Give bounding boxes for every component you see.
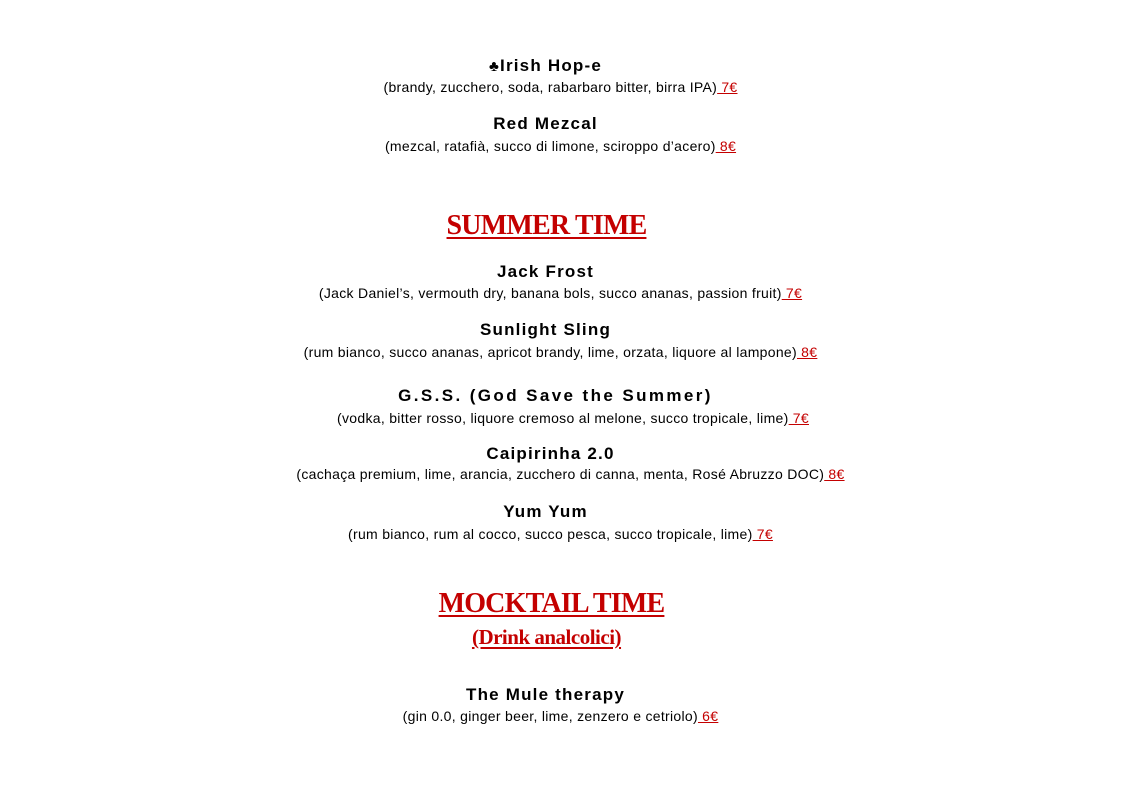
- cocktail-name-text: Irish Hop-e: [500, 56, 603, 75]
- cocktail-desc-gss: [15, 410, 1131, 426]
- ingredients-text: (rum bianco, succo ananas, apricot brandy, lime, orzata, liquore al lampone): [303, 344, 797, 360]
- ingredients-text: (Jack Daniel’s, vermouth dry, banana bols, succo ananas, passion fruit): [318, 285, 782, 301]
- ingredients-text: (rum bianco, rum al cocco, succo pesca, succo tropicale, lime): [348, 526, 753, 542]
- cocktail-desc-jack-frost: [0, 285, 1131, 301]
- cocktail-desc-mule-therapy: [0, 708, 1131, 724]
- cocktail-desc-sunlight-sling: [0, 344, 1131, 360]
- cocktail-name-gss: G.S.S. (God Save the Summer): [398, 386, 713, 405]
- price: 8€: [715, 138, 737, 154]
- section-title-summer-time: SUMMER TIME: [446, 210, 647, 241]
- cocktail-desc-caipirinha: [10, 466, 1131, 482]
- price: 6€: [697, 708, 719, 724]
- price: 7€: [788, 410, 809, 426]
- ingredients-text: (cachaça premium, lime, arancia, zucchero di canna, menta, Rosé Abruzzo DOC): [296, 466, 825, 482]
- cocktail-name-sunlight-sling: Sunlight Sling: [479, 320, 612, 339]
- ingredients-text: (brandy, zucchero, soda, rabarbaro bitter, birra IPA): [383, 79, 718, 95]
- cocktail-name-mule-therapy: The Mule therapy: [465, 685, 625, 704]
- price: 7€: [752, 526, 773, 542]
- cocktail-name-red-mezcal: Red Mezcal: [493, 114, 598, 133]
- price: 8€: [824, 466, 845, 482]
- cocktail-name-yum-yum: Yum Yum: [503, 502, 588, 521]
- ingredients-text: (gin 0.0, ginger beer, lime, zenzero e cetriolo): [402, 708, 698, 724]
- club-icon: ♣: [488, 58, 501, 75]
- section-subtitle-drink-analcolici: (Drink analcolici): [471, 625, 622, 649]
- cocktail-name-irish-hop-e: [0, 56, 1131, 76]
- price: 7€: [717, 79, 738, 95]
- price: 8€: [796, 344, 818, 360]
- price: 7€: [781, 285, 803, 301]
- cocktail-name-caipirinha: Caipirinha 2.0: [486, 444, 615, 463]
- ingredients-text: (vodka, bitter rosso, liquore cremoso al melone, succo tropicale, lime): [337, 410, 789, 426]
- cocktail-desc-yum-yum: [0, 526, 1131, 542]
- cocktail-desc-irish-hop-e: [0, 79, 1131, 95]
- ingredients-text: (mezcal, ratafià, succo di limone, sciroppo d’acero): [384, 138, 716, 154]
- section-title-mocktail-time: MOCKTAIL TIME: [438, 588, 665, 619]
- cocktail-name-jack-frost: Jack Frost: [496, 262, 595, 281]
- cocktail-desc-red-mezcal: [0, 138, 1131, 154]
